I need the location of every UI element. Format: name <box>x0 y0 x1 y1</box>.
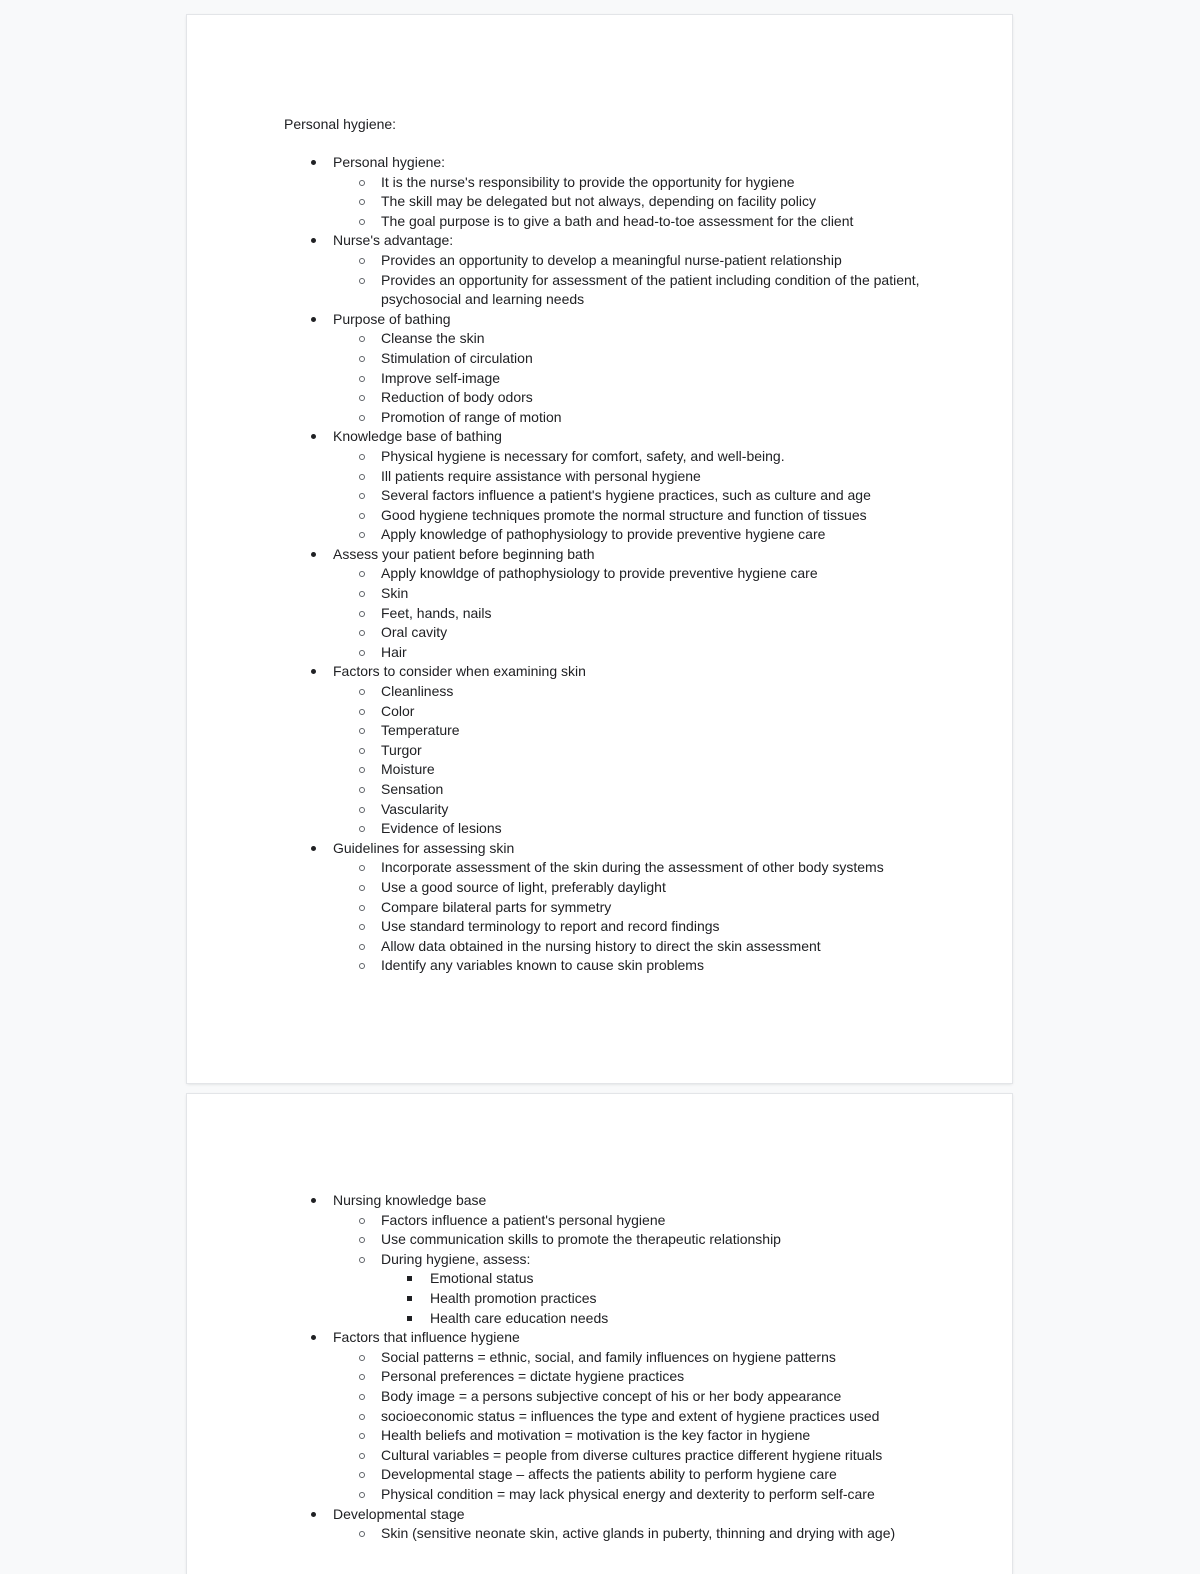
list-item-text: Stimulation of circulation <box>381 349 533 366</box>
list-item <box>284 545 952 663</box>
list-item-text: Health care education needs <box>430 1309 609 1326</box>
sub-list <box>333 447 952 545</box>
section-heading: Developmental stage <box>333 1505 465 1522</box>
list-item <box>333 486 952 506</box>
list-item-text: Color <box>381 702 415 719</box>
outline-list <box>284 153 952 976</box>
list-item <box>333 1524 952 1544</box>
list-item <box>333 780 952 800</box>
list-item-text: Improve self-image <box>381 369 501 386</box>
outline-list <box>284 1191 952 1544</box>
list-item-text: Apply knowledge of pathophysiology to provide preventive hygiene care <box>381 526 826 543</box>
list-item <box>333 858 952 878</box>
list-item-text: Developmental stage – affects the patients ability to perform hygiene care <box>381 1466 837 1483</box>
list-item <box>333 369 952 389</box>
list-item <box>284 427 952 545</box>
list-item <box>333 956 952 976</box>
page-2-content <box>284 1191 952 1544</box>
list-item <box>333 251 952 271</box>
list-item <box>333 643 952 663</box>
list-item-text: Physical condition = may lack physical energy and dexterity to perform self-care <box>381 1485 875 1502</box>
list-item-text: Provides an opportunity to develop a meaningful nurse-patient relationship <box>381 251 842 268</box>
list-item-text: socioeconomic status = influences the type and extent of hygiene practices used <box>381 1407 880 1424</box>
list-item <box>284 153 952 231</box>
list-item <box>333 1485 952 1505</box>
section-heading: Guidelines for assessing skin <box>333 839 515 856</box>
list-item-text: Provides an opportunity for assessment of the patient including condition of the patient, psychosocial and learning needs <box>381 271 920 308</box>
list-item <box>333 1250 952 1328</box>
list-item <box>333 192 952 212</box>
list-item <box>333 937 952 957</box>
list-item-text: Cleanse the skin <box>381 330 485 347</box>
list-item <box>333 212 952 232</box>
list-item <box>333 760 952 780</box>
document-title: Personal hygiene: <box>284 116 397 132</box>
list-item-text: Sensation <box>381 781 444 797</box>
sub-list <box>333 1524 952 1544</box>
list-item <box>333 1348 952 1368</box>
sub-list <box>333 858 952 976</box>
sub-list <box>333 173 952 232</box>
list-item <box>333 467 952 487</box>
list-item-text: Skin (sensitive neonate skin, active glands in puberty, thinning and drying with age) <box>381 1525 896 1542</box>
list-item-text: Emotional status <box>430 1270 534 1287</box>
section-heading: Knowledge base of bathing <box>333 428 502 445</box>
list-item-text: Hair <box>381 643 407 660</box>
list-item <box>381 1309 952 1329</box>
list-item <box>333 682 952 702</box>
list-item-text: Reduction of body odors <box>381 389 533 406</box>
sub-list <box>333 1348 952 1505</box>
list-item-text: Use standard terminology to report and record findings <box>381 918 720 935</box>
section-heading: Nursing knowledge base <box>333 1192 487 1208</box>
list-item-text: Compare bilateral parts for symmetry <box>381 898 612 915</box>
list-item-text: Cleanliness <box>381 683 454 700</box>
section-heading: Factors that influence hygiene <box>333 1329 520 1346</box>
document-page-1 <box>187 15 1012 1083</box>
list-item <box>333 1446 952 1466</box>
list-item-text: Feet, hands, nails <box>381 604 492 621</box>
list-item-text: Physical hygiene is necessary for comfort, safety, and well-being. <box>381 447 785 464</box>
list-item <box>284 310 952 428</box>
list-item <box>333 1426 952 1446</box>
list-item <box>333 898 952 918</box>
list-item-text: Personal preferences = dictate hygiene practices <box>381 1368 685 1385</box>
list-item-text: During hygiene, assess: <box>381 1250 531 1267</box>
list-item <box>333 702 952 722</box>
list-item-text: Health promotion practices <box>430 1289 597 1306</box>
list-item <box>333 525 952 545</box>
list-item-text: Use communication skills to promote the therapeutic relationship <box>381 1231 781 1248</box>
section-heading: Nurse's advantage: <box>333 232 454 249</box>
list-item <box>284 231 952 309</box>
sub-list <box>333 1211 952 1329</box>
list-item <box>333 819 952 839</box>
list-item <box>284 662 952 838</box>
sub-list <box>333 251 952 310</box>
page-1-content <box>284 114 952 976</box>
list-item <box>381 1269 952 1289</box>
list-item-text: Turgor <box>381 741 422 758</box>
list-item-text: Skin <box>381 585 409 602</box>
list-item-text: Vascularity <box>381 800 449 817</box>
list-item <box>333 506 952 526</box>
list-item <box>333 1387 952 1407</box>
list-item-text: Incorporate assessment of the skin during the assessment of other body systems <box>381 859 884 876</box>
list-item <box>333 173 952 193</box>
list-item-text: Promotion of range of motion <box>381 408 562 425</box>
sub-sub-list <box>381 1269 952 1328</box>
section-heading: Factors to consider when examining skin <box>333 663 586 680</box>
list-item <box>333 917 952 937</box>
list-item <box>284 1191 952 1328</box>
list-item <box>284 839 952 976</box>
list-item-text: The goal purpose is to give a bath and head-to-toe assessment for the client <box>381 212 854 229</box>
list-item-text: Good hygiene techniques promote the normal structure and function of tissues <box>381 506 867 523</box>
list-item <box>333 271 952 310</box>
list-item <box>333 878 952 898</box>
list-item-text: Health beliefs and motivation = motivation is the key factor in hygiene <box>381 1427 811 1444</box>
list-item-text: Evidence of lesions <box>381 820 502 837</box>
list-item <box>333 329 952 349</box>
sub-list <box>333 682 952 839</box>
document-page-2 <box>187 1094 1012 1574</box>
section-heading: Purpose of bathing <box>333 310 451 327</box>
list-item <box>381 1289 952 1309</box>
list-item <box>333 564 952 584</box>
list-item-text: Cultural variables = people from diverse cultures practice different hygiene rituals <box>381 1446 883 1463</box>
list-item-text: Ill patients require assistance with personal hygiene <box>381 467 701 484</box>
list-item-text: Social patterns = ethnic, social, and family influences on hygiene patterns <box>381 1348 836 1365</box>
sub-list <box>333 564 952 662</box>
list-item <box>333 447 952 467</box>
list-item <box>333 800 952 820</box>
list-item <box>333 741 952 761</box>
list-item <box>333 1230 952 1250</box>
list-item <box>284 1505 952 1544</box>
list-item-text: Several factors influence a patient's hygiene practices, such as culture and age <box>381 487 871 504</box>
section-heading: Assess your patient before beginning bath <box>333 545 595 562</box>
list-item <box>333 1211 952 1231</box>
list-item-text: Use a good source of light, preferably daylight <box>381 878 666 895</box>
list-item <box>333 604 952 624</box>
list-item-text: Factors influence a patient's personal hygiene <box>381 1211 666 1228</box>
list-item-text: Temperature <box>381 722 460 739</box>
list-item <box>333 1367 952 1387</box>
list-item-text: The skill may be delegated but not always, depending on facility policy <box>381 193 817 210</box>
list-item <box>333 1465 952 1485</box>
list-item-text: Apply knowldge of pathophysiology to provide preventive hygiene care <box>381 565 818 582</box>
list-item <box>333 1407 952 1427</box>
list-item <box>284 1328 952 1504</box>
list-item-text: It is the nurse's responsibility to provide the opportunity for hygiene <box>381 173 795 190</box>
list-item-text: Identify any variables known to cause skin problems <box>381 957 704 974</box>
list-item <box>333 408 952 428</box>
list-item-text: Oral cavity <box>381 624 448 641</box>
list-item <box>333 721 952 741</box>
list-item <box>333 584 952 604</box>
list-item <box>333 623 952 643</box>
sub-list <box>333 329 952 427</box>
list-item <box>333 388 952 408</box>
section-heading: Personal hygiene: <box>333 154 446 170</box>
list-item-text: Allow data obtained in the nursing history to direct the skin assessment <box>381 937 821 954</box>
list-item-text: Moisture <box>381 761 435 778</box>
list-item <box>333 349 952 369</box>
list-item-text: Body image = a persons subjective concept of his or her body appearance <box>381 1387 842 1404</box>
